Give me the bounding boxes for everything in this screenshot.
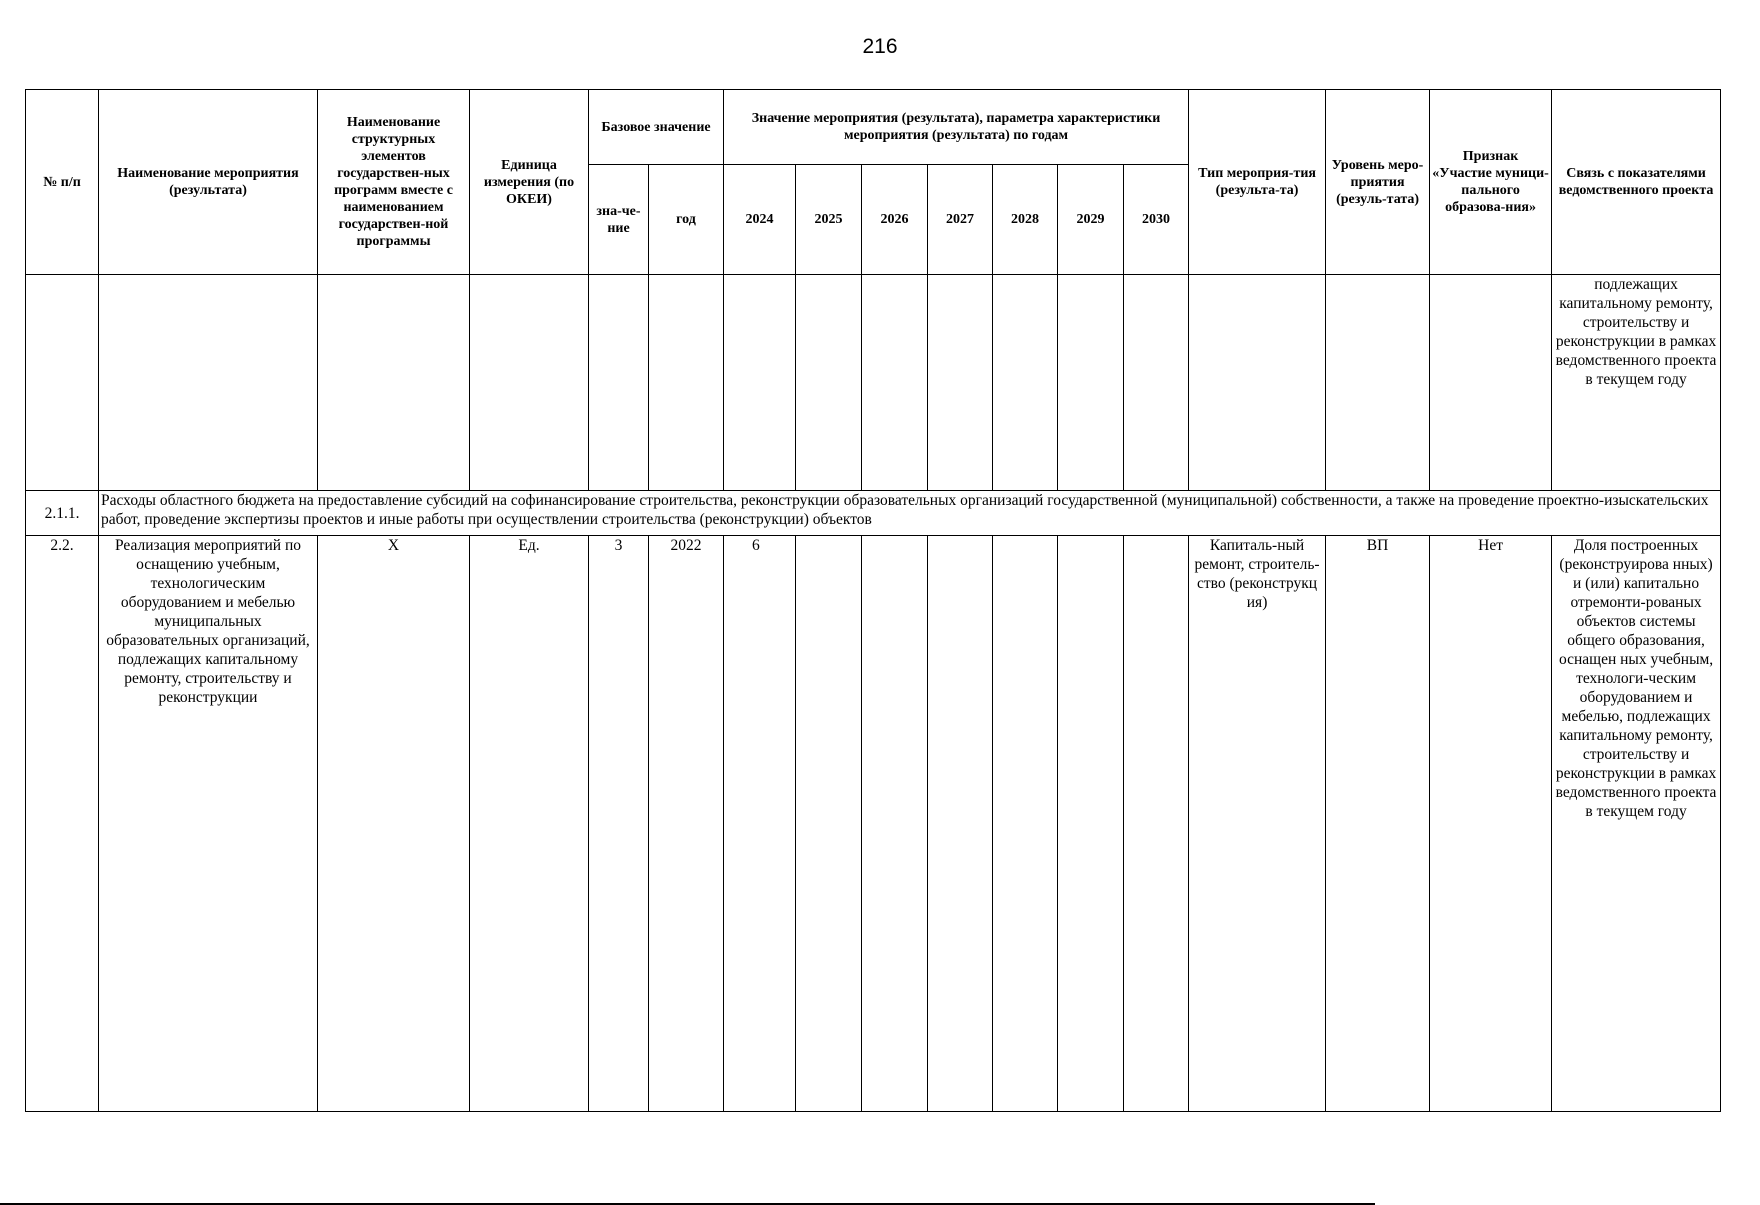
cell-year-2025 [796,536,862,1112]
cell-year-2030 [1124,536,1189,1112]
cell-empty [649,275,724,491]
cell-empty [993,275,1058,491]
cell-merged-description: Расходы областного бюджета на предоставление субсидий на софинансирование строительства, реконструкции образовательных организаций государственной (муниципальной) собственности, а также на проведение проектно-изыскательских работ, проведение экспертизы проектов и иные работы при осуществлении строительства (реконструкции) объектов [99,491,1721,536]
cell-empty [26,275,99,491]
cell-unit: Ед. [470,536,589,1112]
table-row-continuation [26,275,1721,491]
cell-empty [928,275,993,491]
cell-struct: Х [318,536,470,1112]
col-header-link: Связь с показателями ведомственного проекта [1552,90,1721,275]
cell-municipal: Нет [1430,536,1552,1112]
col-header-num: № п/п [26,90,99,275]
cell-link-continued: подлежащих капитальному ремонту, строительству и реконструкции в рамках ведомственного проекта в текущем году [1552,275,1721,491]
col-header-unit: Единица измерения (по ОКЕИ) [470,90,589,275]
cell-empty [1430,275,1552,491]
col-header-year-2024: 2024 [724,165,796,275]
col-header-year-2027: 2027 [928,165,993,275]
cell-year-2026 [862,536,928,1112]
col-header-base-value: зна-че-ние [589,165,649,275]
col-header-base: Базовое значение [589,90,724,165]
cell-empty [470,275,589,491]
measures-table [25,89,1721,1112]
page-number: 216 [862,35,898,58]
cell-num: 2.2. [26,536,99,1112]
cell-empty [862,275,928,491]
cell-empty [724,275,796,491]
col-header-municipal: Признак «Участие муници-пального образова-ния» [1430,90,1552,275]
col-header-base-year: год [649,165,724,275]
col-header-year-2028: 2028 [993,165,1058,275]
col-header-type: Тип мероприя-тия (результа-та) [1189,90,1326,275]
cell-year-2028 [993,536,1058,1112]
col-header-level: Уровень меро-приятия (резуль-тата) [1326,90,1430,275]
col-header-name: Наименование мероприятия (результата) [99,90,318,275]
cell-empty [1058,275,1124,491]
table-row-2-2 [26,536,1721,1112]
cell-year-2027 [928,536,993,1112]
col-header-year-2025: 2025 [796,165,862,275]
cell-num: 2.1.1. [26,491,99,536]
col-header-year-2026: 2026 [862,165,928,275]
col-header-values-by-year: Значение мероприятия (результата), параметра характеристики мероприятия (результата) по годам [724,90,1189,165]
cell-empty [318,275,470,491]
table-row-2-1-1 [26,491,1721,536]
cell-empty [99,275,318,491]
cell-type: Капиталь-ный ремонт, строитель-ство (реконструкц ия) [1189,536,1326,1112]
cell-year-2029 [1058,536,1124,1112]
cell-name: Реализация мероприятий по оснащению учебным, технологическим оборудованием и мебелью муниципальных образовательных организаций, подлежащих капитальному ремонту, строительству и реконструкции [99,536,318,1112]
cell-empty [589,275,649,491]
cell-level: ВП [1326,536,1430,1112]
cell-empty [1326,275,1430,491]
header-row-top [26,90,1721,165]
cell-base-year: 2022 [649,536,724,1112]
cell-year-2024: 6 [724,536,796,1112]
cell-empty [1124,275,1189,491]
cell-base-value: 3 [589,536,649,1112]
col-header-struct: Наименование структурных элементов государствен-ных программ вместе с наименованием государствен-ной программы [318,90,470,275]
cell-empty [1189,275,1326,491]
col-header-year-2030: 2030 [1124,165,1189,275]
cell-link: Доля построенных (реконструирова нных) и (или) капитально отремонти-рованых объектов системы общего образования, оснащен ных учебным, технологи-ческим оборудованием и мебелью, подлежащих капитальному ремонту, строительству и реконструкции в рамках ведомственного проекта в текущем году [1552,536,1721,1112]
cell-empty [796,275,862,491]
col-header-year-2029: 2029 [1058,165,1124,275]
